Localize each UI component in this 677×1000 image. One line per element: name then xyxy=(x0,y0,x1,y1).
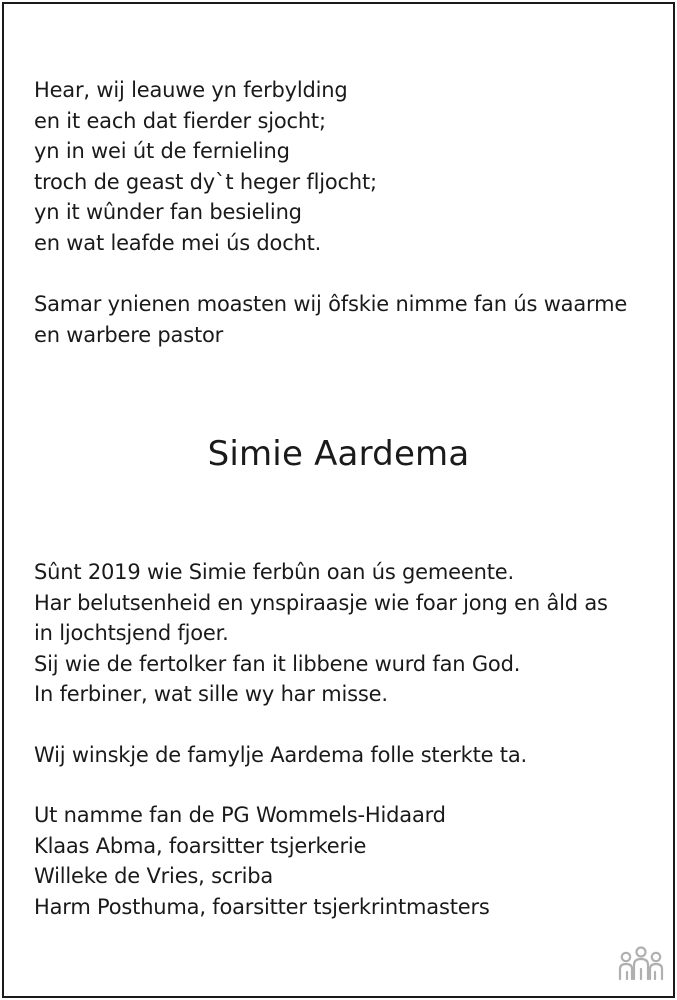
signers-block xyxy=(34,800,490,922)
poem-line: Hear, wij leauwe yn ferbylding xyxy=(34,78,348,102)
poem-line: en wat leafde mei ús docht. xyxy=(34,230,322,255)
tribute-line: Sûnt 2019 wie Simie ferbûn oan ús gemeente. xyxy=(34,560,514,584)
signer-line: Klaas Abma, foarsitter tsjerkerie xyxy=(34,833,367,858)
poem-line: yn it wûnder fan besieling xyxy=(34,200,302,224)
tribute-block xyxy=(34,557,608,710)
tribute-line: In ferbiner, wat sille wy har misse. xyxy=(34,682,388,706)
signer-line: Harm Posthuma, foarsitter tsjerkrintmasters xyxy=(34,894,490,919)
signer-line: Ut namme fan de PG Wommels-Hidaard xyxy=(34,803,446,827)
wish-block xyxy=(34,740,527,771)
poem-line: yn in wei út de fernieling xyxy=(34,139,290,163)
poem-line: en it each dat fierder sjocht; xyxy=(34,108,326,133)
intro-line: Samar ynienen moasten wij ôfskie nimme fan ús waarme xyxy=(34,292,628,316)
tribute-line: Har belutsenheid en ynspiraasje wie foar jong en âld as xyxy=(34,590,608,615)
intro-line: en warbere pastor xyxy=(34,322,224,347)
tribute-line: Sij wie de fertolker fan it libbene wurd fan God. xyxy=(34,651,521,676)
signer-line: Willeke de Vries, scriba xyxy=(34,864,274,888)
community-people-icon xyxy=(617,945,665,985)
poem-block xyxy=(34,75,377,258)
wish-line: Wij winskje de famylje Aardema folle sterkte ta. xyxy=(34,743,527,767)
tribute-line: in ljochtsjend fjoer. xyxy=(34,621,229,645)
intro-block xyxy=(34,289,627,350)
deceased-name: Simie Aardema xyxy=(207,434,470,474)
poem-line: troch de geast dy`t heger fljocht; xyxy=(34,169,377,194)
